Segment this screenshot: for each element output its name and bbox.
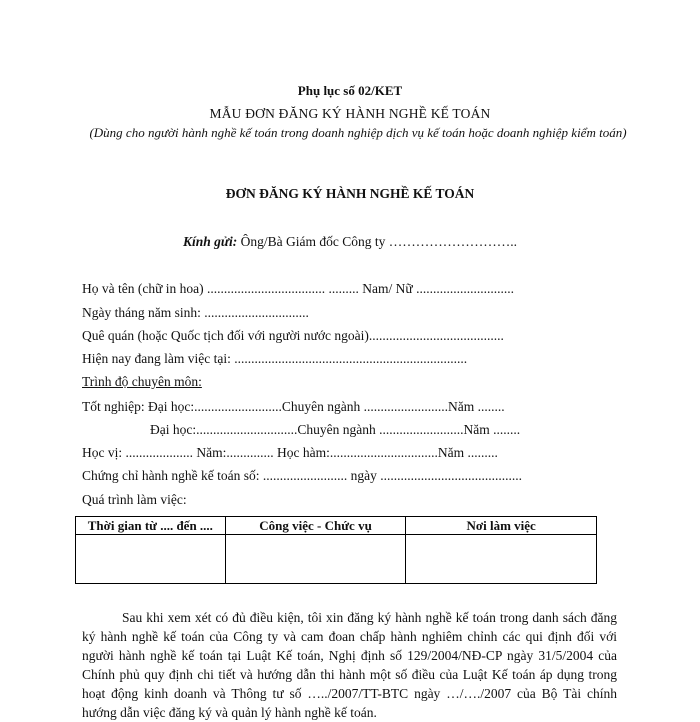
- work-history-table: [75, 516, 597, 584]
- qualification-heading: Trình độ chuyên môn:: [82, 374, 202, 389]
- graduation-line-1: Tốt nghiệp: Đại học:..........................Chuyên ngành .........................Năm ........: [82, 399, 505, 414]
- declaration-paragraph: Sau khi xem xét có đủ điều kiện, tôi xin đăng ký hành nghề kế toán trong danh sách đăng ký hành nghề kế toán của Công ty và cam đoan chấp hành nghiêm chỉnh các qui định đối với người hành nghề kế toán tại Luật Kế toán, Nghị định số 129/2004/NĐ-CP ngày 31/5/2004 của Chính phủ quy định chi tiết và hướng dẫn thi hành một số điều của Luật Kế toán áp dụng trong hoạt động kinh doanh và Thông tư số …../2007/TT-BTC ngày …/…./2007 của Bộ Tài chính hướng dẫn việc đăng ký và quản lý hành nghề kế toán.: [82, 610, 617, 720]
- table-cell-period: [76, 535, 226, 584]
- table-header-period: Thời gian từ .... đến ....: [76, 517, 226, 535]
- field-name: Họ và tên (chữ in hoa) ................................... ......... Nam/ Nữ .............................: [82, 281, 514, 296]
- table-row: [76, 535, 597, 584]
- form-subtitle: (Dùng cho người hành nghề kế toán trong doanh nghiệp dịch vụ kế toán hoặc doanh nghiệp kiểm toán): [89, 125, 627, 140]
- table-header-row: [76, 517, 597, 535]
- table-header-position: Công việc - Chức vụ: [225, 517, 406, 535]
- table-header-workplace: Nơi làm việc: [406, 517, 597, 535]
- field-hometown: Quê quán (hoặc Quốc tịch đối với người nước ngoài)........................................: [82, 328, 504, 343]
- table-cell-workplace: [406, 535, 597, 584]
- salutation: [0, 234, 700, 250]
- work-history-label: Quá trình làm việc:: [82, 492, 187, 507]
- field-dob: Ngày tháng năm sinh: ...............................: [82, 305, 309, 320]
- degree-line: Học vị: .................... Năm:.............. Học hàm:................................Năm .........: [82, 445, 498, 460]
- graduation-line-2: Đại học:..............................Chuyên ngành .........................Năm ........: [150, 422, 521, 437]
- appendix-label: Phụ lục số 02/KET: [297, 83, 403, 98]
- document-title: ĐƠN ĐĂNG KÝ HÀNH NGHỀ KẾ TOÁN: [225, 186, 475, 201]
- field-workplace: Hiện nay đang làm việc tại: .....................................................................: [82, 351, 468, 366]
- form-title: MẪU ĐƠN ĐĂNG KÝ HÀNH NGHỀ KẾ TOÁN: [209, 106, 491, 121]
- certificate-line: Chứng chỉ hành nghề kế toán số: ......................... ngày ..........................................: [82, 468, 523, 483]
- table-cell-position: [225, 535, 406, 584]
- salutation-recipient: Ông/Bà Giám đốc Công ty ………………………..: [237, 234, 517, 249]
- salutation-label: Kính gửi:: [183, 234, 238, 249]
